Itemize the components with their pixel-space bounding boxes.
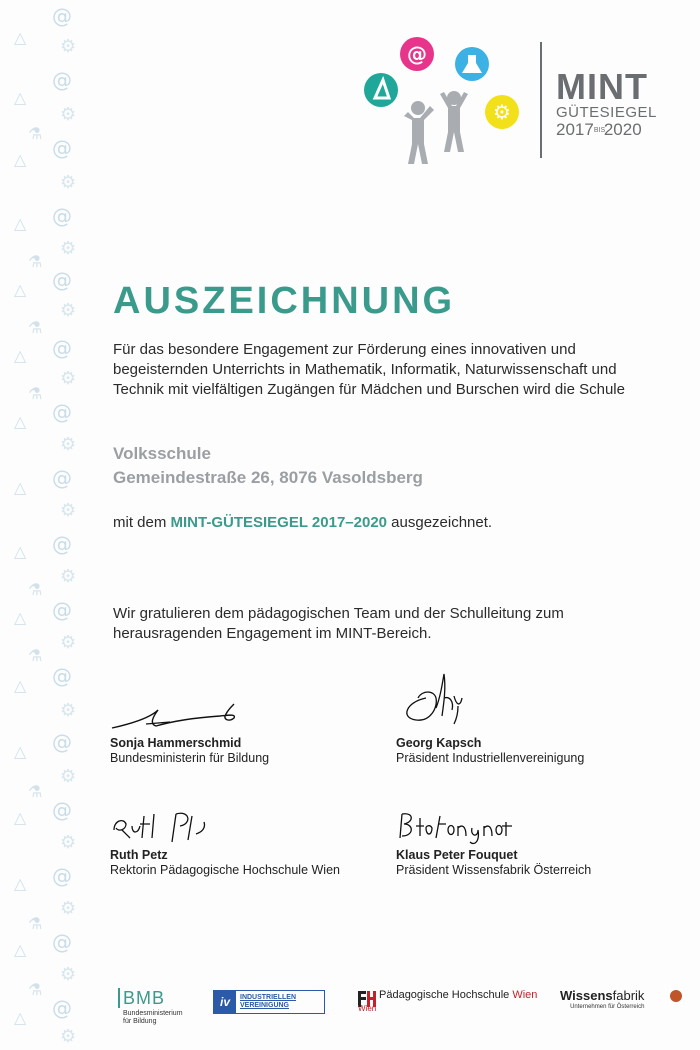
gear-icon: ⚙	[60, 500, 77, 521]
at-icon: @	[52, 996, 72, 1020]
ph-text-red: Wien	[512, 989, 538, 1001]
handwritten-signature	[110, 808, 270, 846]
triangle-icon: △	[14, 676, 27, 695]
at-icon: @	[52, 4, 72, 28]
iv-text	[236, 994, 296, 1010]
at-icon: @	[52, 336, 72, 360]
gear-icon: ⚙	[60, 832, 77, 853]
flask-icon: ⚗	[28, 646, 43, 665]
at-icon: @	[52, 466, 72, 490]
gear-icon: ⚙	[60, 104, 77, 125]
congratulations-text: Wir gratulieren dem pädagogischen Team und der Schulleitung zum herausragenden Engagement im MINT-Bereich.	[113, 605, 564, 642]
triangle-icon: △	[14, 214, 27, 233]
triangle-icon: △	[14, 412, 27, 431]
award-prefix: mit dem	[113, 514, 167, 531]
people-figures-icon	[404, 91, 468, 164]
wf-name	[560, 988, 644, 1003]
handwritten-signature	[110, 684, 270, 734]
iv-line1: INDUSTRIELLEN	[240, 994, 296, 1001]
triangle-icon: △	[14, 1008, 27, 1027]
ph-sub: Wien	[358, 1004, 377, 1013]
wissensfabrik-logo	[560, 988, 644, 1010]
signatory-role: Präsident Wissensfabrik Österreich	[396, 863, 592, 877]
at-icon: @	[52, 268, 72, 292]
award-highlight: MINT-GÜTESIEGEL 2017–2020	[170, 514, 387, 531]
gear-icon: ⚙	[60, 566, 77, 587]
logo-year-to: 2020	[603, 120, 642, 139]
signature-block	[396, 668, 676, 765]
school-address: Gemeindestraße 26, 8076 Vasoldsberg	[113, 468, 423, 487]
at-icon: @	[52, 798, 72, 822]
logo-year-from: 2017	[556, 120, 594, 139]
at-icon: @	[52, 400, 72, 424]
triangle-icon: △	[14, 88, 27, 107]
at-icon: @	[52, 598, 72, 622]
signature-block	[110, 808, 390, 877]
triangle-icon: △	[14, 280, 27, 299]
logo-divider	[540, 42, 542, 158]
gear-icon: ⚙	[60, 898, 77, 919]
at-icon: @	[52, 136, 72, 160]
triangle-icon: △	[14, 346, 27, 365]
ph-text	[379, 988, 537, 1002]
flask-icon: ⚗	[28, 782, 43, 801]
iv-logo	[213, 990, 325, 1014]
triangle-icon: △	[14, 742, 27, 761]
flask-icon: ⚗	[28, 384, 43, 403]
gear-icon: ⚙	[60, 1026, 77, 1047]
triangle-icon: △	[14, 608, 27, 627]
signatory-name: Georg Kapsch	[396, 736, 482, 750]
at-icon: @	[52, 864, 72, 888]
triangle-icon: △	[14, 940, 27, 959]
gear-icon: ⚙	[60, 172, 77, 193]
signatory-role: Rektorin Pädagogische Hochschule Wien	[110, 863, 340, 877]
signature-block	[396, 808, 676, 877]
handwritten-signature	[396, 668, 556, 734]
iv-line2: VEREINIGUNG	[240, 1002, 290, 1009]
gear-icon: ⚙	[60, 368, 77, 389]
signatory-role: Präsident Industriellenvereinigung	[396, 751, 585, 765]
bmb-mark: BMB	[118, 988, 183, 1008]
logo-years	[556, 120, 642, 140]
triangle-icon: △	[14, 28, 27, 47]
bmb-line1: Bundesministerium	[123, 1010, 183, 1017]
at-icon: @	[52, 664, 72, 688]
gear-icon: ⚙	[60, 36, 77, 57]
flask-icon: ⚗	[28, 914, 43, 933]
flask-icon: ⚗	[28, 252, 43, 271]
school-block	[113, 442, 423, 490]
at-icon: @	[52, 68, 72, 92]
triangle-icon: △	[14, 808, 27, 827]
gear-icon: ⚙	[60, 632, 77, 653]
school-name: Volksschule	[113, 444, 211, 463]
ph-text-main: Pädagogische Hochschule	[379, 989, 510, 1001]
at-icon: @	[407, 42, 427, 66]
at-icon: @	[52, 204, 72, 228]
gear-icon: ⚙	[60, 434, 77, 455]
triangle-icon: △	[14, 542, 27, 561]
flask-icon: ⚗	[28, 980, 43, 999]
wf-badge-icon	[670, 990, 682, 1002]
ph-wien-logo	[358, 988, 538, 1013]
bmb-logo	[118, 988, 183, 1026]
triangle-icon: △	[14, 478, 27, 497]
wf-name-thin: fabrik	[612, 988, 645, 1003]
logo-subtitle: GÜTESIEGEL	[556, 104, 657, 121]
intro-text: Für das besondere Engagement zur Förderung eines innovativen und begeisternden Unterrichts in Mathematik, Informatik, Naturwissenschaft und Technik mit vielfältigen Zugängen für Mädchen und Burschen wird die Schule	[113, 341, 625, 398]
signatory-name: Ruth Petz	[110, 848, 168, 862]
gear-icon: ⚙	[60, 964, 77, 985]
decorative-pattern	[0, 0, 92, 1050]
flask-icon: ⚗	[28, 580, 43, 599]
signatory-name: Sonja Hammerschmid	[110, 736, 242, 750]
at-icon: @	[52, 730, 72, 754]
logo-year-bis: BIS	[593, 126, 606, 134]
signatory-role: Bundesministerin für Bildung	[110, 751, 270, 765]
at-icon: @	[52, 532, 72, 556]
logo-word: MINT	[556, 66, 648, 107]
partner-logos	[0, 982, 700, 1032]
bmb-line2: für Bildung	[123, 1018, 157, 1025]
flask-icon: ⚗	[28, 318, 43, 337]
gear-icon: ⚙	[493, 100, 511, 124]
signature-block	[110, 684, 390, 765]
triangle-icon: △	[14, 150, 27, 169]
handwritten-signature	[396, 808, 556, 846]
wf-sub: Unternehmen für Österreich	[570, 1004, 645, 1010]
flask-icon: ⚗	[28, 124, 43, 143]
at-icon: @	[52, 930, 72, 954]
triangle-icon: △	[14, 874, 27, 893]
wf-name-bold: Wissens	[560, 988, 613, 1003]
award-line	[113, 514, 492, 531]
gear-icon: ⚙	[60, 238, 77, 259]
iv-mark: iv	[214, 991, 236, 1013]
bmb-text	[118, 1010, 183, 1026]
award-suffix: ausgezeichnet.	[391, 514, 493, 531]
signatory-name: Klaus Peter Fouquet	[396, 848, 518, 862]
gear-icon: ⚙	[60, 300, 77, 321]
logo-teal-circle	[364, 73, 398, 107]
certificate-title: AUSZEICHNUNG	[113, 280, 456, 322]
gear-icon: ⚙	[60, 700, 77, 721]
gear-icon: ⚙	[60, 766, 77, 787]
